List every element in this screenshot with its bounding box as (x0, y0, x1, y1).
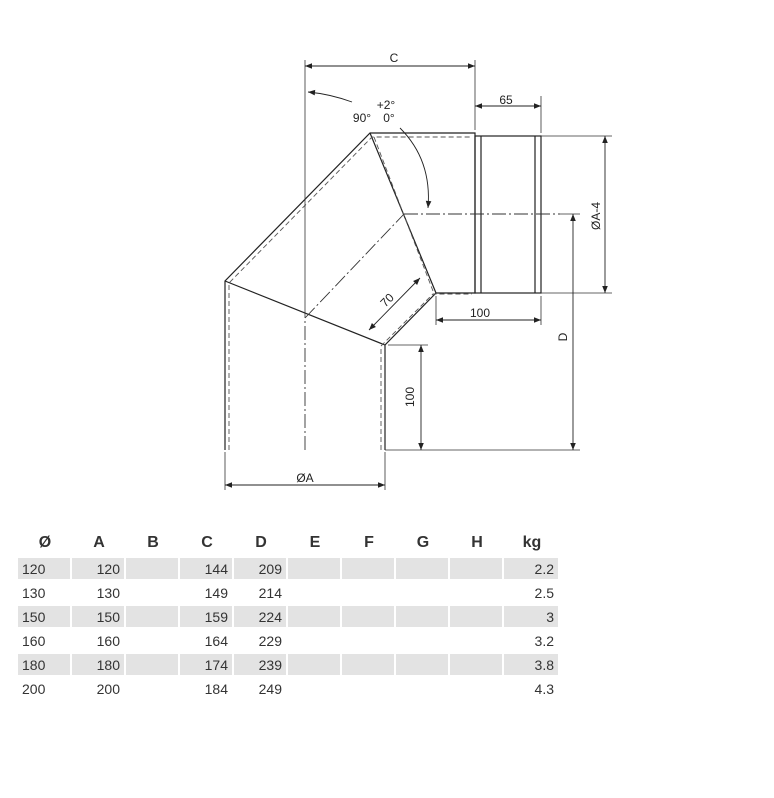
table-cell (288, 630, 342, 654)
table-cell: 3 (504, 606, 560, 630)
table-cell (396, 678, 450, 702)
table-cell: 180 (72, 654, 126, 678)
table-cell: 160 (72, 630, 126, 654)
label-70: 70 (377, 290, 397, 310)
table-cell: 200 (72, 678, 126, 702)
table-cell (396, 582, 450, 606)
label-65: 65 (499, 93, 513, 107)
table-cell: 164 (180, 630, 234, 654)
label-d: D (556, 332, 570, 342)
column-header: B (147, 534, 159, 551)
table-row (18, 558, 560, 582)
table-cell: 120 (18, 558, 72, 582)
table-cell: 200 (18, 678, 72, 702)
column-header: D (255, 534, 267, 551)
table-cell (126, 630, 180, 654)
label-100-left: 100 (403, 386, 417, 408)
table-cell: 214 (234, 582, 288, 606)
column-header: H (471, 534, 483, 551)
table-cell: 224 (234, 606, 288, 630)
label-c: C (389, 51, 399, 65)
column-header: F (364, 534, 374, 551)
table-row (18, 582, 560, 606)
table-cell (288, 678, 342, 702)
table-cell: 4.3 (504, 678, 560, 702)
table-cell (288, 558, 342, 582)
table-cell: 130 (72, 582, 126, 606)
table-cell: 160 (18, 630, 72, 654)
label-diam-a-minus-4: ØA-4 (589, 201, 603, 231)
table-cell: 229 (234, 630, 288, 654)
table-cell: 120 (72, 558, 126, 582)
column-header: kg (522, 534, 542, 551)
table-cell: 3.2 (504, 630, 560, 654)
column-header: G (416, 534, 430, 551)
table-cell (288, 606, 342, 630)
label-100-right: 100 (469, 306, 491, 320)
table-row (18, 606, 560, 630)
table-cell (288, 654, 342, 678)
table-cell (396, 630, 450, 654)
table-cell (342, 654, 396, 678)
table-cell: 144 (180, 558, 234, 582)
label-90: 90° (352, 111, 372, 125)
table-cell: 159 (180, 606, 234, 630)
table-cell (342, 630, 396, 654)
table-cell: 174 (180, 654, 234, 678)
table-cell: 249 (234, 678, 288, 702)
dimension-lines (225, 66, 605, 485)
table-cell: 3.8 (504, 654, 560, 678)
table-cell (450, 678, 504, 702)
table-cell (126, 654, 180, 678)
table-cell (450, 582, 504, 606)
table-header-row (18, 528, 560, 558)
table-cell (342, 606, 396, 630)
table-cell: 150 (18, 606, 72, 630)
table-cell: 149 (180, 582, 234, 606)
column-header: A (93, 534, 105, 551)
table-cell: 239 (234, 654, 288, 678)
table-cell: 2.2 (504, 558, 560, 582)
table-cell (342, 558, 396, 582)
table-cell: 2.5 (504, 582, 560, 606)
table-cell (342, 678, 396, 702)
label-0: 0° (383, 111, 395, 125)
dimensions-table (18, 528, 560, 702)
table-cell (342, 582, 396, 606)
table-cell: 180 (18, 654, 72, 678)
table-cell (450, 654, 504, 678)
column-header: Ø (38, 534, 52, 551)
table-cell: 209 (234, 558, 288, 582)
table-row (18, 654, 560, 678)
table-row (18, 678, 560, 702)
table-cell (288, 582, 342, 606)
extension-lines (225, 60, 612, 490)
column-header: E (309, 534, 321, 551)
table-cell (396, 558, 450, 582)
table-cell (126, 582, 180, 606)
table-cell (396, 606, 450, 630)
table-cell: 130 (18, 582, 72, 606)
column-header: C (201, 534, 213, 551)
table-cell: 150 (72, 606, 126, 630)
table-row (18, 630, 560, 654)
elbow-outline (225, 133, 541, 450)
table-cell (450, 630, 504, 654)
label-plus2: +2° (376, 98, 396, 112)
table-cell (126, 558, 180, 582)
table-cell (450, 606, 504, 630)
table-cell: 184 (180, 678, 234, 702)
table-cell (126, 606, 180, 630)
table-cell (126, 678, 180, 702)
label-diam-a: ØA (296, 471, 314, 485)
table-cell (450, 558, 504, 582)
center-lines (305, 214, 560, 450)
table-cell (396, 654, 450, 678)
